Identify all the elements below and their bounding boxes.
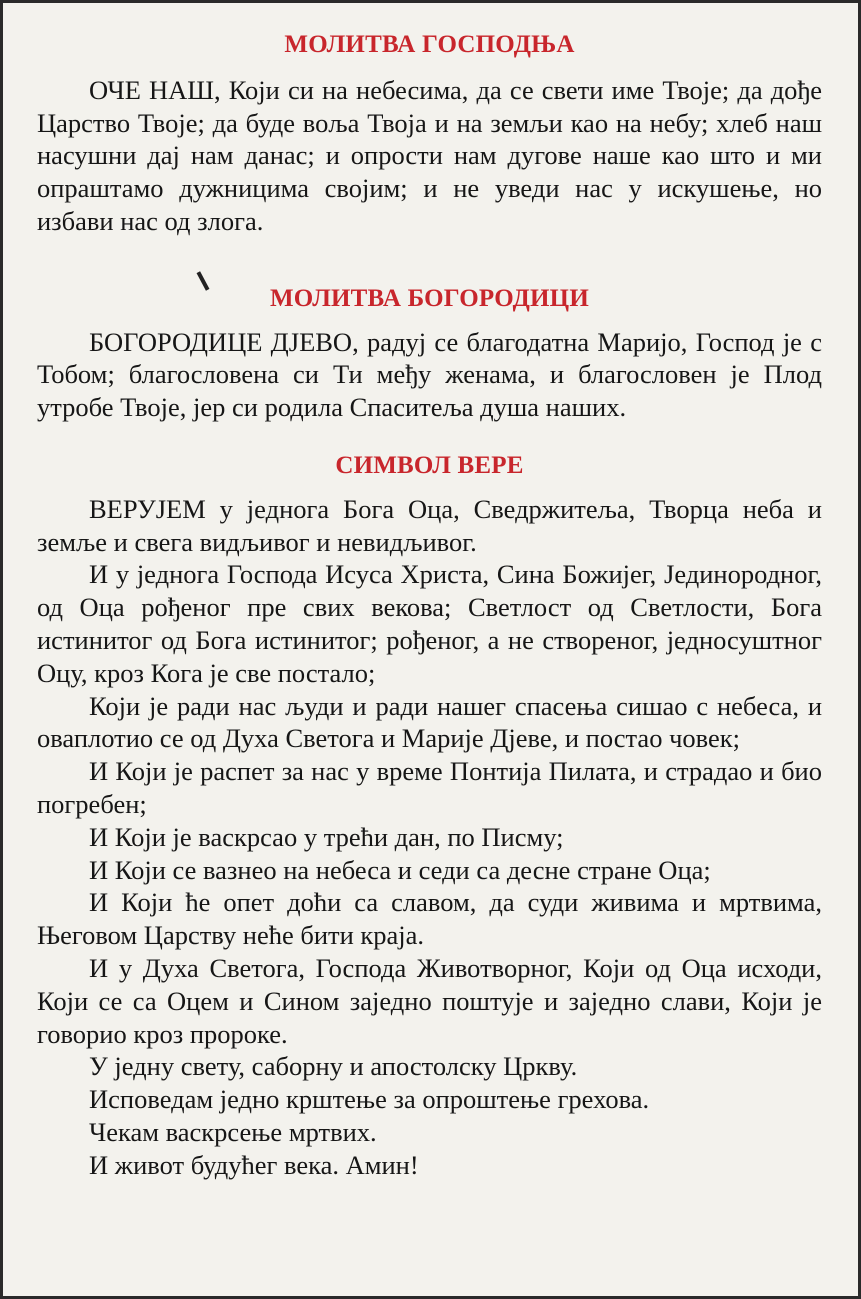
lords-prayer-text: ОЧЕ НАШ, Који си на небесима, да се свети име Твоје; да дође Царство Твоје; да буде воља Твоја и на земљи као на небу; хлеб наш насушни дај нам данас; и опрости нам дугове наше као што и ми опраштамо дужницима својим; и не уведи нас у искушење, но избави нас од злога. [37, 74, 822, 236]
lords-prayer-title: МОЛИТВА ГОСПОДЊА [284, 31, 575, 58]
creed-article: У једну свету, саборну и апостолску Цркву. [89, 1051, 578, 1082]
creed-title: СИМВОЛ ВЕРЕ [335, 451, 524, 479]
creed-article: Чекам васкрсење мртвих. [89, 1116, 377, 1147]
creed-article: Који је ради нас људи и ради нашег спасења сишао с небеса, и оваплотио се од Духа Светога и Марије Дјеве, и постао човек; [37, 690, 822, 754]
creed-article: И живот будућег века. Амин! [89, 1149, 419, 1180]
creed-article: ВЕРУЈЕМ у једнога Бога Оца, Сведржитеља, Творца неба и земље и свега видљивог и невидљивог. [37, 493, 822, 557]
creed-article: И Који је распет за нас у време Понтија Пилата, и страдао и био погребен; [37, 756, 822, 819]
page-content [3, 3, 858, 1296]
theotokos-prayer-title: МОЛИТВА БОГОРОДИЦИ [270, 284, 589, 312]
creed-article: И Који је васкрсао у трећи дан, по Писму; [89, 821, 564, 852]
creed-article: И у једнога Господа Исуса Христа, Сина Божијег, Јединородног, од Оца рођеног пре свих векова; Светлост од Светлости, Бога истинитог од Бога истинитог; рођеног, а не створеног, једносуштног Оцу, кроз Кога је све постало; [37, 559, 822, 688]
creed-article: И Који се вазнео на небеса и седи са десне стране Оца; [89, 854, 711, 885]
creed-article: Исповедам једно крштење за опроштење грехова. [89, 1084, 650, 1115]
theotokos-prayer-text: БОГОРОДИЦЕ ДЈЕВО, радуј се благодатна Маријо, Господ је с Тобом; благословена си Ти међу женама, и благословен је Плод утробе Твоје, јер си родила Спаситеља душа наших. [37, 326, 822, 423]
creed-article: И у Духа Светога, Господа Животворног, Који од Оца исходи, Који се са Оцем и Сином заједно поштује и заједно слави, Који је говорио кроз пророке. [37, 952, 822, 1049]
creed-article: И Који ће опет доћи са славом, да суди живима и мртвима, Његовом Царству неће бити краја. [37, 887, 822, 951]
